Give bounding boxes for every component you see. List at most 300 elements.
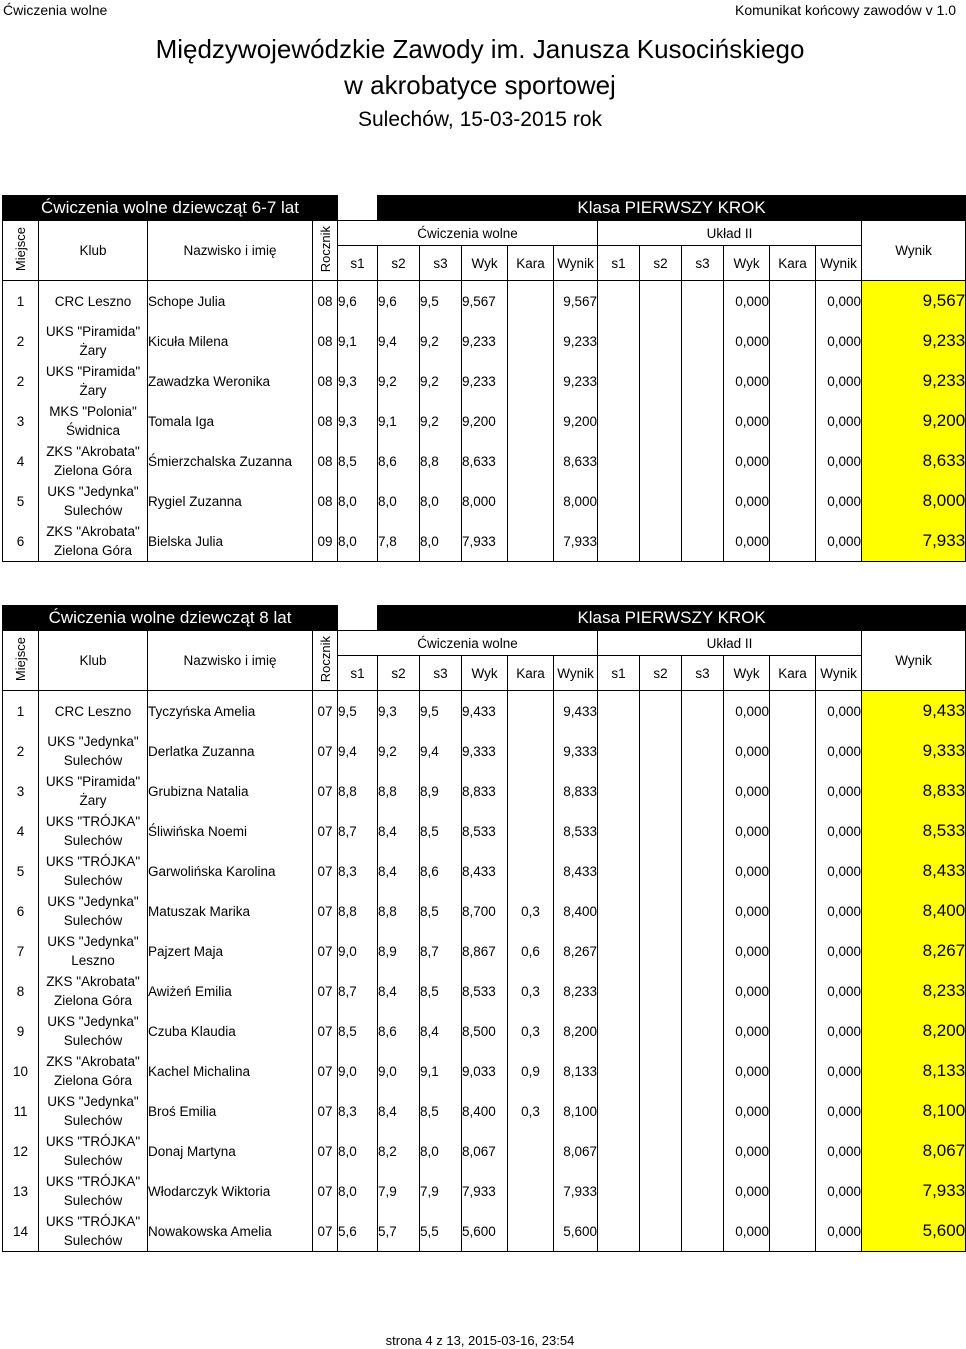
cell-s3: 8,0 <box>420 1131 462 1171</box>
cell-year: 07 <box>313 771 338 811</box>
cell-s3: 9,1 <box>420 1051 462 1091</box>
cell-result: 8,000 <box>862 481 966 521</box>
cell-b-s3 <box>682 1171 724 1211</box>
cell-club <box>39 891 148 931</box>
cell-result: 8,067 <box>862 1131 966 1171</box>
cell-result: 9,433 <box>862 691 966 732</box>
col-exercise1: Ćwiczenia wolne <box>338 221 598 246</box>
cell-s3: 7,9 <box>420 1171 462 1211</box>
header-right-label: Komunikat końcowy zawodów v 1.0 <box>735 2 956 18</box>
cell-b-s2 <box>640 731 682 771</box>
cell-s2: 9,2 <box>378 731 420 771</box>
cell-s3: 8,0 <box>420 481 462 521</box>
cell-year: 08 <box>313 481 338 521</box>
col-name: Nazwisko i imię <box>148 221 313 281</box>
cell-wynik: 5,600 <box>554 1211 598 1252</box>
cell-s3: 8,5 <box>420 811 462 851</box>
cell-b-s3 <box>682 481 724 521</box>
cell-wynik: 8,100 <box>554 1091 598 1131</box>
cell-wynik: 8,133 <box>554 1051 598 1091</box>
cell-name: Pajzert Maja <box>148 931 313 971</box>
cell-year: 07 <box>313 1171 338 1211</box>
cell-s2: 8,6 <box>378 1011 420 1051</box>
cell-s2: 5,7 <box>378 1211 420 1252</box>
cell-b-s1 <box>598 1131 640 1171</box>
cell-b-s1 <box>598 321 640 361</box>
club-line: Żary <box>79 793 107 808</box>
cell-kara: 0,6 <box>508 931 554 971</box>
cell-b-wynik: 0,000 <box>816 971 862 1011</box>
cell-b-s3 <box>682 281 724 322</box>
club-line: Sulechów <box>63 1153 123 1168</box>
cell-wyk: 8,867 <box>462 931 508 971</box>
table-row <box>3 1011 966 1051</box>
cell-b-wynik: 0,000 <box>816 321 862 361</box>
cell-b-s1 <box>598 521 640 562</box>
cell-place: 13 <box>3 1171 39 1211</box>
club-line: ZKS "Akrobata" <box>46 524 140 539</box>
cell-s1: 8,0 <box>338 1131 378 1171</box>
cell-s3: 9,5 <box>420 281 462 322</box>
cell-s2: 8,6 <box>378 441 420 481</box>
club-line: Sulechów <box>63 913 123 928</box>
cell-name: Broś Emilia <box>148 1091 313 1131</box>
cell-s1: 8,3 <box>338 851 378 891</box>
cell-b-s2 <box>640 361 682 401</box>
cell-s2: 8,4 <box>378 851 420 891</box>
cell-b-wynik: 0,000 <box>816 771 862 811</box>
cell-b-wynik: 0,000 <box>816 811 862 851</box>
cell-b-wyk: 0,000 <box>724 691 770 732</box>
cell-result: 9,567 <box>862 281 966 322</box>
cell-b-s1 <box>598 481 640 521</box>
table-row <box>3 691 966 732</box>
cell-s3: 8,5 <box>420 891 462 931</box>
table-row <box>3 931 966 971</box>
cell-result: 9,333 <box>862 731 966 771</box>
cell-place: 10 <box>3 1051 39 1091</box>
club-line: Zielona Góra <box>53 543 133 558</box>
header-left-label: Ćwiczenia wolne <box>3 2 108 18</box>
cell-name: Kicuła Milena <box>148 321 313 361</box>
club-line: UKS "TRÓJKA" <box>45 1134 141 1149</box>
cell-year: 07 <box>313 931 338 971</box>
cell-s2: 9,2 <box>378 361 420 401</box>
cell-b-s3 <box>682 731 724 771</box>
cell-b-s2 <box>640 811 682 851</box>
cell-b-s2 <box>640 321 682 361</box>
subcol-wyk: Wyk <box>724 246 770 281</box>
subcol-wynik: Wynik <box>816 656 862 691</box>
cell-wynik: 8,433 <box>554 851 598 891</box>
section-class: Klasa PIERWSZY KROK <box>378 606 966 631</box>
cell-s2: 9,0 <box>378 1051 420 1091</box>
cell-name: Derlatka Zuzanna <box>148 731 313 771</box>
section-class: Klasa PIERWSZY KROK <box>378 196 966 221</box>
cell-year: 08 <box>313 281 338 322</box>
cell-b-kara <box>770 281 816 322</box>
cell-wynik: 9,200 <box>554 401 598 441</box>
cell-kara <box>508 1171 554 1211</box>
cell-b-s2 <box>640 771 682 811</box>
subcol-wyk: Wyk <box>462 656 508 691</box>
cell-wyk: 8,067 <box>462 1131 508 1171</box>
col-club: Klub <box>39 631 148 691</box>
cell-b-s2 <box>640 521 682 562</box>
cell-wyk: 9,433 <box>462 691 508 732</box>
cell-club <box>39 691 148 732</box>
cell-b-s3 <box>682 401 724 441</box>
cell-result: 8,533 <box>862 811 966 851</box>
cell-b-wynik: 0,000 <box>816 441 862 481</box>
cell-b-wyk: 0,000 <box>724 971 770 1011</box>
cell-result: 7,933 <box>862 521 966 562</box>
cell-s3: 9,5 <box>420 691 462 732</box>
col-place: Miejsce <box>3 631 39 691</box>
club-line: Zielona Góra <box>53 463 133 478</box>
subcol-wyk: Wyk <box>724 656 770 691</box>
cell-b-wyk: 0,000 <box>724 401 770 441</box>
cell-year: 07 <box>313 691 338 732</box>
cell-b-s2 <box>640 1051 682 1091</box>
cell-s3: 5,5 <box>420 1211 462 1252</box>
cell-result: 7,933 <box>862 1171 966 1211</box>
cell-b-wynik: 0,000 <box>816 361 862 401</box>
cell-wyk: 8,000 <box>462 481 508 521</box>
cell-wynik: 9,233 <box>554 321 598 361</box>
subcol-wynik: Wynik <box>816 246 862 281</box>
results-table-8 <box>2 605 966 1252</box>
cell-kara <box>508 771 554 811</box>
table-row <box>3 1091 966 1131</box>
cell-result: 9,233 <box>862 361 966 401</box>
cell-name: Śmierzchalska Zuzanna <box>148 441 313 481</box>
cell-b-wyk: 0,000 <box>724 441 770 481</box>
subcol-kara: Kara <box>508 246 554 281</box>
cell-b-wynik: 0,000 <box>816 521 862 562</box>
cell-b-wynik: 0,000 <box>816 1211 862 1252</box>
cell-wynik: 7,933 <box>554 521 598 562</box>
cell-name: Grubizna Natalia <box>148 771 313 811</box>
cell-year: 08 <box>313 361 338 401</box>
cell-b-wyk: 0,000 <box>724 1131 770 1171</box>
cell-b-s1 <box>598 771 640 811</box>
cell-place: 5 <box>3 851 39 891</box>
cell-kara <box>508 691 554 732</box>
cell-s1: 9,1 <box>338 321 378 361</box>
cell-b-s2 <box>640 1171 682 1211</box>
cell-name: Schope Julia <box>148 281 313 322</box>
subcol-wynik: Wynik <box>554 246 598 281</box>
cell-b-s2 <box>640 1091 682 1131</box>
club-line: ZKS "Akrobata" <box>46 444 140 459</box>
table-row <box>3 891 966 931</box>
cell-b-kara <box>770 401 816 441</box>
cell-place: 6 <box>3 521 39 562</box>
cell-result: 8,100 <box>862 1091 966 1131</box>
cell-result: 5,600 <box>862 1211 966 1252</box>
cell-name: Nowakowska Amelia <box>148 1211 313 1252</box>
results-table-6-7 <box>2 195 966 562</box>
cell-b-s3 <box>682 771 724 811</box>
cell-b-wyk: 0,000 <box>724 281 770 322</box>
cell-b-kara <box>770 521 816 562</box>
cell-kara: 0,3 <box>508 1011 554 1051</box>
cell-s2: 8,8 <box>378 891 420 931</box>
cell-result: 8,433 <box>862 851 966 891</box>
subcol-wyk: Wyk <box>462 246 508 281</box>
cell-s3: 8,7 <box>420 931 462 971</box>
cell-name: Tyczyńska Amelia <box>148 691 313 732</box>
cell-club <box>39 281 148 322</box>
cell-b-kara <box>770 731 816 771</box>
club-line: UKS "Jedynka" <box>47 894 139 909</box>
cell-b-s2 <box>640 971 682 1011</box>
cell-kara: 0,3 <box>508 891 554 931</box>
cell-place: 11 <box>3 1091 39 1131</box>
club-line: UKS "Jedynka" <box>47 484 139 499</box>
cell-wyk: 5,600 <box>462 1211 508 1252</box>
cell-b-wynik: 0,000 <box>816 731 862 771</box>
cell-s2: 9,6 <box>378 281 420 322</box>
cell-b-s1 <box>598 441 640 481</box>
cell-b-wyk: 0,000 <box>724 1051 770 1091</box>
cell-s3: 8,0 <box>420 521 462 562</box>
club-line: Sulechów <box>63 1033 123 1048</box>
col-exercise2: Układ II <box>598 631 862 656</box>
cell-year: 07 <box>313 1091 338 1131</box>
cell-s3: 8,8 <box>420 441 462 481</box>
cell-b-wyk: 0,000 <box>724 851 770 891</box>
cell-b-wyk: 0,000 <box>724 1211 770 1252</box>
cell-b-s3 <box>682 691 724 732</box>
subcol-kara: Kara <box>508 656 554 691</box>
cell-s1: 8,5 <box>338 441 378 481</box>
cell-wyk: 7,933 <box>462 521 508 562</box>
cell-b-s3 <box>682 851 724 891</box>
cell-place: 3 <box>3 401 39 441</box>
cell-s1: 9,3 <box>338 401 378 441</box>
cell-b-kara <box>770 931 816 971</box>
cell-wyk: 9,233 <box>462 361 508 401</box>
cell-s1: 9,5 <box>338 691 378 732</box>
cell-club <box>39 321 148 361</box>
cell-s1: 8,5 <box>338 1011 378 1051</box>
cell-wyk: 8,533 <box>462 971 508 1011</box>
table-row <box>3 1211 966 1252</box>
cell-b-kara <box>770 691 816 732</box>
cell-s1: 9,6 <box>338 281 378 322</box>
cell-b-wynik: 0,000 <box>816 1171 862 1211</box>
club-line: Żary <box>79 343 107 358</box>
cell-b-kara <box>770 1051 816 1091</box>
subcol-s3: s3 <box>420 656 462 691</box>
cell-name: Włodarczyk Wiktoria <box>148 1171 313 1211</box>
table-row <box>3 771 966 811</box>
table-row <box>3 521 966 562</box>
cell-wyk: 7,933 <box>462 1171 508 1211</box>
cell-b-s3 <box>682 1091 724 1131</box>
cell-club <box>39 1211 148 1252</box>
cell-b-s2 <box>640 1011 682 1051</box>
cell-s1: 9,4 <box>338 731 378 771</box>
cell-year: 07 <box>313 811 338 851</box>
cell-name: Zawadzka Weronika <box>148 361 313 401</box>
cell-b-kara <box>770 361 816 401</box>
club-line: Zielona Góra <box>53 993 133 1008</box>
cell-club <box>39 1011 148 1051</box>
cell-b-s2 <box>640 891 682 931</box>
cell-s3: 9,2 <box>420 361 462 401</box>
table-row <box>3 731 966 771</box>
cell-wyk: 9,033 <box>462 1051 508 1091</box>
cell-year: 09 <box>313 521 338 562</box>
cell-b-s2 <box>640 931 682 971</box>
page-footer: strona 4 z 13, 2015-03-16, 23:54 <box>385 1333 575 1348</box>
cell-club <box>39 931 148 971</box>
cell-b-kara <box>770 771 816 811</box>
cell-b-wynik: 0,000 <box>816 401 862 441</box>
cell-s3: 9,4 <box>420 731 462 771</box>
cell-b-s2 <box>640 1131 682 1171</box>
cell-kara <box>508 1131 554 1171</box>
subcol-s1: s1 <box>338 246 378 281</box>
cell-kara <box>508 361 554 401</box>
cell-b-wyk: 0,000 <box>724 521 770 562</box>
page-title-line2: w akrobatyce sportowej <box>344 70 616 100</box>
cell-b-s1 <box>598 281 640 322</box>
cell-name: Czuba Klaudia <box>148 1011 313 1051</box>
cell-s3: 9,2 <box>420 401 462 441</box>
cell-result: 8,400 <box>862 891 966 931</box>
cell-b-wyk: 0,000 <box>724 1171 770 1211</box>
cell-b-wyk: 0,000 <box>724 931 770 971</box>
club-line: UKS "Jedynka" <box>47 934 139 949</box>
cell-b-wynik: 0,000 <box>816 1011 862 1051</box>
cell-b-wynik: 0,000 <box>816 1131 862 1171</box>
cell-b-wyk: 0,000 <box>724 731 770 771</box>
club-line: MKS "Polonia" <box>49 404 137 419</box>
subcol-s3: s3 <box>420 246 462 281</box>
club-line: Sulechów <box>63 503 123 518</box>
club-line: UKS "TRÓJKA" <box>45 814 141 829</box>
club-line: Zielona Góra <box>53 1073 133 1088</box>
cell-name: Awiżeń Emilia <box>148 971 313 1011</box>
col-year: Rocznik <box>313 631 338 691</box>
cell-name: Matuszak Marika <box>148 891 313 931</box>
cell-result: 9,200 <box>862 401 966 441</box>
cell-club <box>39 1171 148 1211</box>
cell-b-s3 <box>682 1131 724 1171</box>
cell-b-s1 <box>598 931 640 971</box>
cell-year: 07 <box>313 891 338 931</box>
table-row <box>3 1051 966 1091</box>
cell-wynik: 9,333 <box>554 731 598 771</box>
cell-kara <box>508 441 554 481</box>
cell-s3: 8,6 <box>420 851 462 891</box>
cell-b-s1 <box>598 361 640 401</box>
table-row <box>3 1171 966 1211</box>
cell-result: 8,200 <box>862 1011 966 1051</box>
cell-wyk: 8,833 <box>462 771 508 811</box>
cell-club <box>39 851 148 891</box>
col-result: Wynik <box>862 221 966 281</box>
club-line: UKS "TRÓJKA" <box>45 854 141 869</box>
cell-b-kara <box>770 481 816 521</box>
cell-club <box>39 441 148 481</box>
cell-s1: 8,7 <box>338 811 378 851</box>
cell-b-wynik: 0,000 <box>816 851 862 891</box>
cell-b-wynik: 0,000 <box>816 281 862 322</box>
cell-place: 2 <box>3 321 39 361</box>
club-line: Sulechów <box>63 1233 123 1248</box>
cell-b-kara <box>770 1131 816 1171</box>
cell-b-kara <box>770 811 816 851</box>
cell-place: 2 <box>3 731 39 771</box>
cell-wynik: 8,000 <box>554 481 598 521</box>
club-line: Świdnica <box>65 423 121 438</box>
cell-b-wynik: 0,000 <box>816 891 862 931</box>
cell-year: 08 <box>313 441 338 481</box>
cell-b-s1 <box>598 1051 640 1091</box>
cell-kara <box>508 811 554 851</box>
club-line: UKS "TRÓJKA" <box>45 1214 141 1229</box>
club-line: UKS "Piramida" <box>45 324 141 339</box>
cell-s1: 5,6 <box>338 1211 378 1252</box>
cell-b-s2 <box>640 401 682 441</box>
cell-result: 8,133 <box>862 1051 966 1091</box>
subcol-kara: Kara <box>770 656 816 691</box>
cell-wynik: 9,233 <box>554 361 598 401</box>
cell-s2: 7,9 <box>378 1171 420 1211</box>
cell-b-kara <box>770 891 816 931</box>
cell-place: 6 <box>3 891 39 931</box>
cell-s1: 8,3 <box>338 1091 378 1131</box>
cell-name: Donaj Martyna <box>148 1131 313 1171</box>
cell-b-kara <box>770 971 816 1011</box>
subcol-s1: s1 <box>338 656 378 691</box>
cell-s1: 8,0 <box>338 481 378 521</box>
cell-s2: 8,9 <box>378 931 420 971</box>
col-year: Rocznik <box>313 221 338 281</box>
table-row <box>3 441 966 481</box>
cell-wynik: 9,433 <box>554 691 598 732</box>
cell-b-s1 <box>598 1211 640 1252</box>
col-club: Klub <box>39 221 148 281</box>
cell-club <box>39 1091 148 1131</box>
page-title: Międzywojewódzkie Zawody im. Janusza Kusocińskiego <box>155 34 805 64</box>
cell-wyk: 8,633 <box>462 441 508 481</box>
col-exercise2: Układ II <box>598 221 862 246</box>
cell-b-s3 <box>682 361 724 401</box>
cell-wyk: 8,533 <box>462 811 508 851</box>
cell-s2: 9,1 <box>378 401 420 441</box>
cell-place: 5 <box>3 481 39 521</box>
cell-wynik: 8,267 <box>554 931 598 971</box>
cell-b-s2 <box>640 281 682 322</box>
cell-wynik: 8,400 <box>554 891 598 931</box>
col-result: Wynik <box>862 631 966 691</box>
cell-b-s3 <box>682 971 724 1011</box>
cell-place: 1 <box>3 281 39 322</box>
table-row <box>3 481 966 521</box>
subcol-s1: s1 <box>598 656 640 691</box>
cell-club <box>39 401 148 441</box>
cell-year: 07 <box>313 1211 338 1252</box>
cell-s1: 9,3 <box>338 361 378 401</box>
subcol-s1: s1 <box>598 246 640 281</box>
club-line: Sulechów <box>63 753 123 768</box>
